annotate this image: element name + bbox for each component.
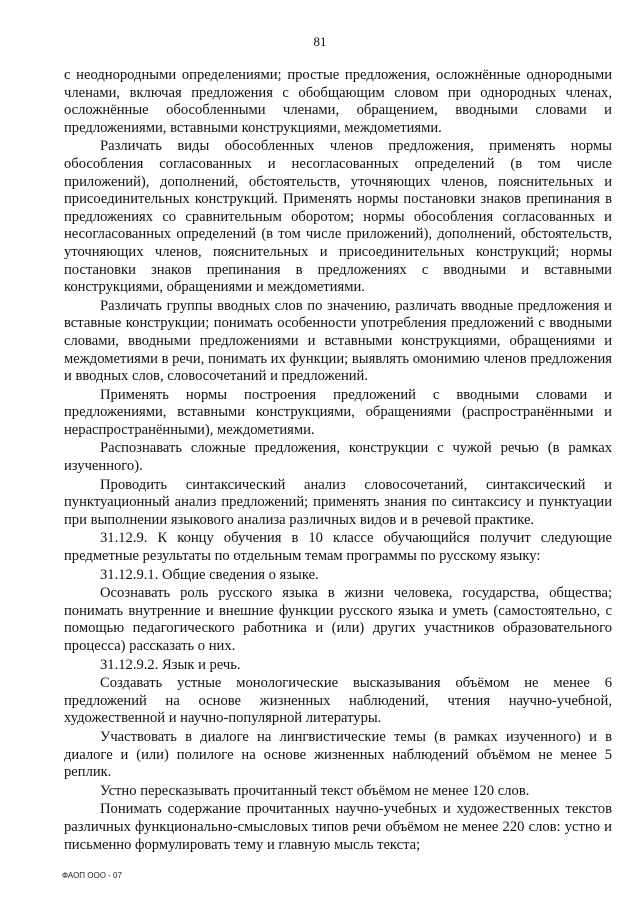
paragraph: Понимать содержание прочитанных научно-учебных и художественных текстов различных функционально-смысловых типов речи объёмом не менее 220 слов: устно и письменно формулировать тему и главную мысль текста;	[64, 801, 612, 853]
paragraph: Участвовать в диалоге на лингвистические темы (в рамках изученного) и в диалоге и (или) полилоге на основе жизненных наблюдений объёмом не менее 5 реплик.	[64, 728, 612, 781]
paragraph: 31.12.9. К концу обучения в 10 классе обучающийся получит следующие предметные результаты по отдельным темам программы по русскому языку:	[64, 530, 612, 565]
page-number: 81	[313, 34, 327, 49]
paragraph: с неоднородными определениями; простые предложения, осложнённые однородными членами, включая предложения с обобщающим словом при однородных членах, осложнённые обособленными членами, обращением, вводными словами и предложениями, вставными конструкциями, междометиями.	[64, 67, 612, 136]
paragraph: Устно пересказывать прочитанный текст объёмом не менее 120 слов.	[100, 782, 530, 799]
paragraph: Различать группы вводных слов по значению, различать вводные предложения и вставные конструкции; понимать особенности употребления предложений с вводными словами, вводными предложениями и вставными конструкциями, обращениями и междометиями в речи, понимать их функции; выявлять омонимию членов предложения и вводных слов, словосочетаний и предложений.	[64, 297, 612, 385]
paragraph: Осознавать роль русского языка в жизни человека, государства, общества; понимать внутренние и внешние функции русского языка и уметь (самостоятельно, с помощью педагогического работника и (или) других участников образовательного процесса) рассказать о них.	[64, 585, 612, 654]
paragraph: Различать виды обособленных членов предложения, применять нормы обособления согласованных и несогласованных определений (в том числе приложений), дополнений, обстоятельств, уточняющих членов, пояснительных и присоединительных конструкций. Применять нормы постановки знаков препинания в предложениях со сравнительным оборотом; нормы обособления согласованных и несогласованных определений (в том числе приложений), дополнений, обстоятельств, уточняющих членов, пояснительных и присоединительных конструкций; нормы постановки знаков препинания в предложениях с вводными и вставными конструкциями, обращениями и междометиями.	[64, 138, 612, 296]
paragraph: Распознавать сложные предложения, конструкции с чужой речью (в рамках изученного).	[64, 440, 612, 475]
paragraph: Применять нормы построения предложений с вводными словами и предложениями, вставными конструкциями, обращениями (распространёнными и нераспространёнными), междометиями.	[64, 386, 612, 438]
page-content	[64, 67, 612, 854]
paragraph: Создавать устные монологические высказывания объёмом не менее 6 предложений на основе жизненных наблюдений, чтения научно-учебной, художественной и научно-популярной литературы.	[64, 675, 612, 727]
section-heading: 31.12.9.2. Язык и речь.	[100, 656, 241, 673]
page-footer: ФАОП ООО - 07	[62, 871, 122, 880]
section-heading: 31.12.9.1. Общие сведения о языке.	[100, 566, 319, 583]
paragraph: Проводить синтаксический анализ словосочетаний, синтаксический и пунктуационный анализ предложений; применять знания по синтаксису и пунктуации при выполнении языкового анализа различных видов и в речевой практике.	[64, 476, 612, 528]
